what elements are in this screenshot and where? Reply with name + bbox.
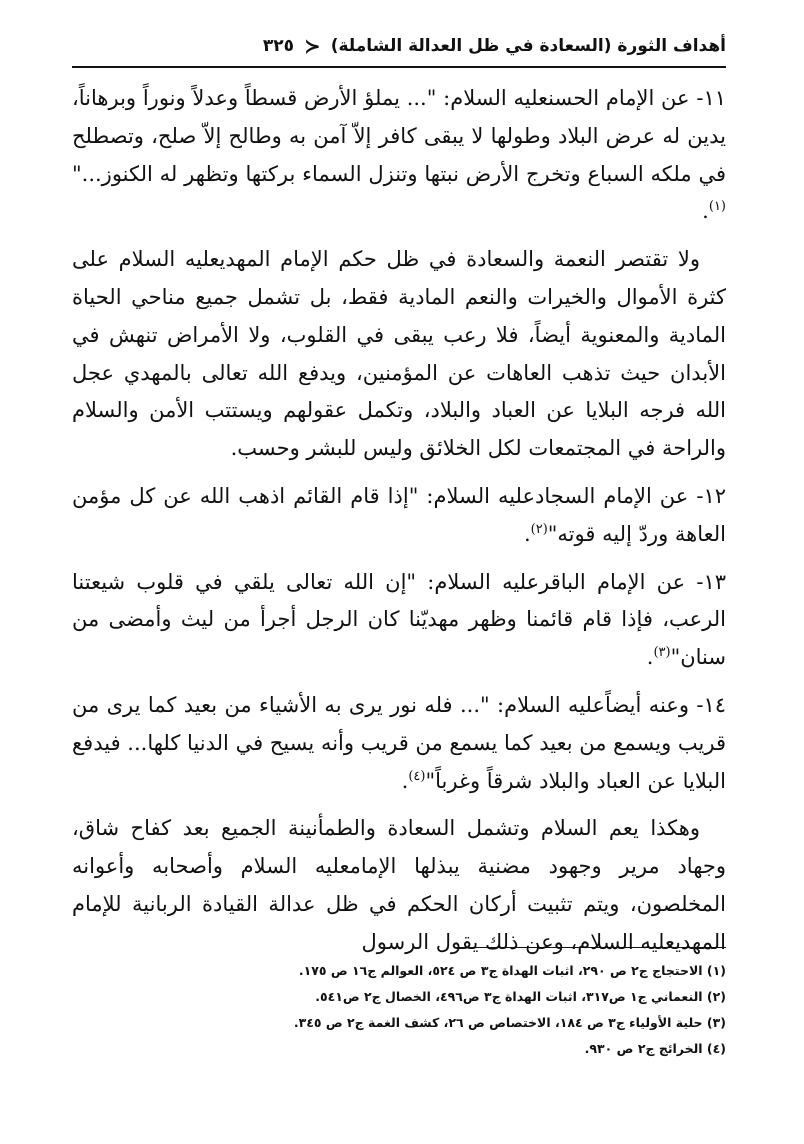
paragraph-conclusion — [72, 810, 726, 961]
footnotes — [72, 958, 726, 1062]
paragraph-hadith-14 — [72, 687, 726, 800]
paragraph-hadith-11 — [72, 80, 726, 231]
running-header — [72, 30, 726, 62]
paragraph-text: ١٤- وعنه أيضاًعليه السلام: "... فله نور يرى به الأشياء من بعيد كما يرى من قريب ويسمع من بعيد كما يسمع من قريب وأنه يسيح في الدنيا كلها... فيدفع البلايا عن العباد والبلاد شرقاً وغرباً" — [72, 692, 726, 793]
paragraph-text: ولا تقتصر النعمة والسعادة في ظل حكم الإمام المهديعليه السلام على كثرة الأموال والخيرات والنعم المادية فقط، بل تشمل جميع مناحي الحياة المادية والمعنوية أيضاً، فلا رعب يبقى في القلوب، ولا الأمراض تنهش في الأبدان حيث تذهب العاهات عن المؤمنين، ويدفع الله تعالى بالمهدي عجل الله فرجه البلايا عن العباد والبلاد، وتكمل عقولهم ويستتب الأمن والسلام والراحة في المجتمعات لكل الخلائق وليس للبشر وحسب. — [72, 247, 726, 461]
paragraph-tail: . — [702, 199, 709, 224]
paragraph-text: ١٢- عن الإمام السجادعليه السلام: "إذا قام القائم اذهب الله عن كل مؤمن العاهة وردّ إليه قوته" — [72, 483, 726, 546]
paragraph-commentary — [72, 241, 726, 468]
footnote-ref: (٣) — [653, 645, 671, 661]
footnote-separator — [456, 947, 726, 948]
footnote-ref: (٤) — [408, 768, 426, 784]
main-text — [72, 80, 726, 972]
footnote-2: (٢) النعماني ج١ ص٣١٧، اثبات الهداة ج٣ ص٤٩٦، الخصال ج٢ ص٥٤١. — [315, 989, 726, 1004]
page-number: ٣٢٥ — [262, 36, 294, 56]
header-rule — [72, 66, 726, 68]
paragraph-tail: . — [523, 521, 531, 546]
paragraph-text: ١١- عن الإمام الحسنعليه السلام: "... يملؤ الأرض قسطاً وعدلاً ونوراً وبرهاناً، يدين له عرض البلاد وطولها لا يبقى كافر إلاّ آمن به وطالح إلاّ صلح، وتصطلح في ملكه السباع وتخرج الأرض نبتها وتنزل السماء بركتها وتظهر له الكنوز..." — [72, 86, 726, 186]
footnote-ref: (٢) — [530, 521, 548, 537]
header-marker-icon: ≺ — [303, 34, 321, 58]
paragraph-tail: . — [646, 645, 654, 670]
footnote-4: (٤) الخرائج ج٢ ص ٩٣٠. — [584, 1041, 726, 1056]
footnote-1: (١) الاحتجاج ج٢ ص ٢٩٠، اثبات الهداة ج٣ ص ٥٢٤، العوالم ج١٦ ص ١٧٥. — [298, 963, 726, 978]
footnote-ref: (١) — [708, 199, 726, 215]
paragraph-text: وهكذا يعم السلام وتشمل السعادة والطمأنينة الجميع بعد كفاح شاق، وجهاد مرير وجهود مضنية يبذلها الإمامعليه السلام وأصحابه وأعوانه المخلصون، ويتم تثبيت أركان الحكم في ظل عدالة القيادة الربانية للإمام المهديعليه السلام، وعن ذلك يقول الرسول — [72, 816, 726, 954]
paragraph-text: ١٣- عن الإمام الباقرعليه السلام: "إن الله تعالى يلقي في قلوب شيعتنا الرعب، فإذا قام قائمنا وظهر مهديّنا كان الرجل أجرأ من ليث وأمضى من سنان" — [72, 569, 726, 670]
paragraph-hadith-12 — [72, 478, 726, 554]
footnote-3: (٣) حلية الأولياء ج٣ ص ١٨٤، الاختصاص ص ٢٦، كشف الغمة ج٢ ص ٣٤٥. — [293, 1015, 726, 1030]
header-title: أهداف الثورة (السعادة في ظل العدالة الشاملة) — [330, 36, 726, 56]
paragraph-tail: . — [401, 768, 409, 793]
paragraph-hadith-13 — [72, 564, 726, 677]
